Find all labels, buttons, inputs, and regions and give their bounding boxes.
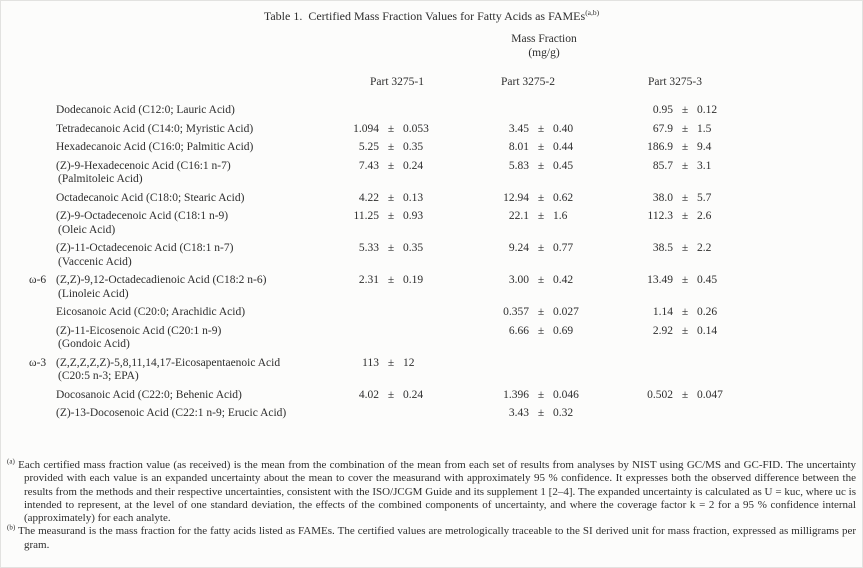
part3-uncertainty: 0.26 <box>697 306 718 318</box>
column-header-part1: Part 3275-1 <box>370 76 424 88</box>
table-row <box>29 322 747 354</box>
mass-fraction-group-header <box>341 23 747 60</box>
analyte-name: (Z)-11-Eicosenoic Acid (C20:1 n-9) (Gondoic Acid) <box>56 324 222 350</box>
part3-value: 186.9 <box>647 141 673 153</box>
footnote-b-text: The measurand is the mass fraction for the fatty acids listed as FAMEs. The certified values are metrologically traceable to the SI derived unit for mass fraction, expressed as milligrams per gram. <box>18 525 856 551</box>
part2-value: 12.94 <box>503 191 529 204</box>
part2-plusminus: ± <box>537 324 545 337</box>
part2-uncertainty: 0.32 <box>553 407 574 419</box>
part2-plusminus: ± <box>537 388 545 401</box>
part1-uncertainty: 0.19 <box>403 274 424 286</box>
part1-plusminus: ± <box>387 159 395 172</box>
part1-plusminus: ± <box>387 388 395 401</box>
unit-label: (mg/g) <box>528 46 560 59</box>
analyte-name: Hexadecanoic Acid (C16:0; Palmitic Acid) <box>56 141 254 153</box>
part3-uncertainty: 0.12 <box>697 104 718 116</box>
footnote-a-marker: (a) <box>7 457 15 466</box>
part3-plusminus: ± <box>681 191 689 204</box>
part2-value <box>453 102 529 121</box>
part2-plusminus <box>529 102 553 121</box>
part1-value: 4.22 <box>358 191 379 204</box>
part3-plusminus: ± <box>681 141 689 153</box>
part2-plusminus: ± <box>537 306 545 318</box>
table-row <box>29 139 747 158</box>
part1-plusminus <box>379 304 403 323</box>
part3-uncertainty <box>697 405 747 424</box>
part2-value: 0.357 <box>503 306 529 318</box>
analyte-name: Tetradecanoic Acid (C14:0; Myristic Acid) <box>56 122 254 135</box>
table-row <box>29 272 747 304</box>
part1-plusminus <box>379 322 403 354</box>
table-row <box>29 120 747 139</box>
analyte-name: (Z)-13-Docosenoic Acid (C22:1 n-9; Erucic Acid) <box>56 407 287 419</box>
part2-uncertainty: 0.046 <box>553 388 579 401</box>
part3-uncertainty: 2.2 <box>697 242 712 254</box>
column-header-part3: Part 3275-3 <box>648 76 702 88</box>
part2-uncertainty: 0.027 <box>553 306 579 318</box>
part3-uncertainty: 0.047 <box>697 388 723 401</box>
part1-plusminus: ± <box>387 242 395 254</box>
part3-uncertainty: 9.4 <box>697 141 712 153</box>
part2-uncertainty: 0.69 <box>553 324 574 337</box>
part1-value: 5.33 <box>358 242 379 254</box>
mass-fraction-table <box>29 23 747 423</box>
part3-value <box>603 405 673 424</box>
part1-plusminus <box>379 405 403 424</box>
omega-class-label <box>29 322 56 354</box>
table-row <box>29 208 747 240</box>
part2-plusminus: ± <box>537 407 545 419</box>
part1-value <box>341 304 379 323</box>
analyte-name: Eicosanoic Acid (C20:0; Arachidic Acid) <box>56 306 246 318</box>
analyte-name: Docosanoic Acid (C22:0; Behenic Acid) <box>56 388 242 401</box>
part1-uncertainty: 0.35 <box>403 242 424 254</box>
part1-value: 5.25 <box>358 141 379 153</box>
part3-plusminus: ± <box>681 324 689 337</box>
table-row <box>29 189 747 208</box>
table-row <box>29 386 747 405</box>
part2-value: 9.24 <box>508 242 529 254</box>
part3-value: 0.95 <box>652 104 673 116</box>
part1-uncertainty: 0.053 <box>403 122 429 135</box>
part1-value <box>341 322 379 354</box>
omega-class-label <box>29 304 56 323</box>
part3-plusminus <box>673 405 697 424</box>
part1-uncertainty <box>403 322 453 354</box>
part3-uncertainty: 0.14 <box>697 324 718 337</box>
table-title-text: Table 1. Certified Mass Fraction Values for Fatty Acids as FAMEs <box>263 9 586 23</box>
part1-value: 2.31 <box>358 274 379 286</box>
part2-uncertainty: 0.62 <box>553 191 574 204</box>
part2-plusminus: ± <box>537 274 545 286</box>
table-row <box>29 354 747 386</box>
part1-value <box>341 102 379 121</box>
part2-uncertainty: 0.42 <box>553 274 574 286</box>
part3-plusminus: ± <box>681 122 689 135</box>
part1-plusminus: ± <box>387 274 395 286</box>
part1-plusminus <box>379 102 403 121</box>
part3-value: 38.5 <box>652 242 673 254</box>
table-title-footnote-marker: (a,b) <box>585 8 600 17</box>
part2-value: 6.66 <box>508 324 529 337</box>
part1-plusminus: ± <box>387 356 395 369</box>
part3-uncertainty: 3.1 <box>697 159 712 172</box>
part2-uncertainty: 0.77 <box>553 242 574 254</box>
part1-plusminus: ± <box>387 210 395 222</box>
analyte-name: (Z)-11-Octadecenoic Acid (C18:1 n-7) (Vaccenic Acid) <box>56 242 234 268</box>
part1-uncertainty <box>403 405 453 424</box>
omega-class-label: ω-6 <box>29 274 47 286</box>
omega-class-label <box>29 208 56 240</box>
part3-uncertainty: 5.7 <box>697 191 712 204</box>
part2-plusminus: ± <box>537 191 545 204</box>
table-row <box>29 304 747 323</box>
part3-value <box>603 354 673 386</box>
part3-value: 67.9 <box>652 122 673 135</box>
part3-value: 85.7 <box>652 159 673 172</box>
omega-class-label <box>29 157 56 189</box>
part3-plusminus: ± <box>681 159 689 172</box>
part1-uncertainty: 12 <box>403 356 415 369</box>
part3-value: 1.14 <box>652 306 673 318</box>
part2-value: 3.00 <box>508 274 529 286</box>
part1-uncertainty: 0.93 <box>403 210 424 222</box>
part1-plusminus: ± <box>387 122 395 135</box>
part2-plusminus: ± <box>537 159 545 172</box>
part2-value: 1.396 <box>503 388 529 401</box>
part2-uncertainty: 0.45 <box>553 159 574 172</box>
table-row <box>29 102 747 121</box>
part1-plusminus: ± <box>387 191 395 204</box>
part2-uncertainty: 0.44 <box>553 141 574 153</box>
mass-fraction-label: Mass Fraction <box>511 33 577 45</box>
omega-class-label <box>29 405 56 424</box>
part3-value: 38.0 <box>652 191 673 204</box>
part3-value: 0.502 <box>647 388 673 401</box>
omega-class-label <box>29 189 56 208</box>
part3-uncertainty: 2.6 <box>697 210 712 222</box>
part3-uncertainty: 1.5 <box>697 122 712 135</box>
omega-class-label <box>29 139 56 158</box>
analyte-name: (Z,Z,Z,Z,Z)-5,8,11,14,17-Eicosapentaenoic Acid (C20:5 n-3; EPA) <box>56 356 281 382</box>
table-title <box>1 9 862 23</box>
part3-value: 2.92 <box>652 324 673 337</box>
part1-value: 7.43 <box>358 159 379 172</box>
part3-uncertainty: 0.45 <box>697 274 718 286</box>
footnote-a <box>7 459 856 525</box>
part3-uncertainty <box>697 354 747 386</box>
omega-class-label <box>29 386 56 405</box>
part1-uncertainty: 0.24 <box>403 159 424 172</box>
part2-plusminus: ± <box>537 210 545 222</box>
part3-plusminus: ± <box>681 242 689 254</box>
part2-plusminus <box>529 354 553 386</box>
part3-value: 112.3 <box>647 210 673 222</box>
footnote-b <box>7 525 856 552</box>
omega-class-label: ω-3 <box>29 356 47 369</box>
analyte-name: Dodecanoic Acid (C12:0; Lauric Acid) <box>56 104 235 116</box>
omega-class-label <box>29 102 56 121</box>
omega-class-label <box>29 120 56 139</box>
part2-plusminus: ± <box>537 122 545 135</box>
part1-plusminus: ± <box>387 141 395 153</box>
group-header-row <box>29 23 747 60</box>
footnote-a-text: Each certified mass fraction value (as received) is the mean from the combination of the mean from each set of results from analyses by NIST using GC/MS and GC-FID. The uncertainty provided with each value is an expanded uncertainty about the mean to cover the measurand with approximately 95 % confidence. It expresses both the observed difference between the results from the methods and their respective uncertainties, consistent with the ISO/JCGM Guide and its supplement 1 [2–4]. The expanded uncertainty is calculated as U = kuc, where uc is intended to represent, at the level of one standard deviation, the effects of the combined components of uncertainty, and where the coverage factor k = 2 for a 95 % confidence internal (approximately) for each analyte. <box>18 459 857 525</box>
part3-plusminus: ± <box>681 210 689 222</box>
footnote-b-marker: (b) <box>7 523 16 532</box>
column-header-row <box>29 60 747 102</box>
part1-uncertainty: 0.35 <box>403 141 424 153</box>
part3-plusminus: ± <box>681 104 689 116</box>
analyte-name: (Z,Z)-9,12-Octadecadienoic Acid (C18:2 n-6) (Linoleic Acid) <box>56 274 267 300</box>
footnotes <box>7 459 856 552</box>
part3-plusminus: ± <box>681 388 689 401</box>
part1-uncertainty: 0.24 <box>403 388 424 401</box>
part1-value: 1.094 <box>353 122 379 135</box>
part1-value: 4.02 <box>358 388 379 401</box>
analyte-name: Octadecanoic Acid (C18:0; Stearic Acid) <box>56 191 245 204</box>
part2-value <box>453 354 529 386</box>
part2-value: 5.83 <box>508 159 529 172</box>
part1-uncertainty <box>403 304 453 323</box>
analyte-name: (Z)-9-Hexadecenoic Acid (C16:1 n-7) (Palmitoleic Acid) <box>56 159 231 185</box>
part2-plusminus: ± <box>537 242 545 254</box>
part2-uncertainty: 1.6 <box>553 210 568 222</box>
part1-value: 11.25 <box>353 210 379 222</box>
part2-value: 3.45 <box>508 122 529 135</box>
part3-plusminus: ± <box>681 274 689 286</box>
part2-uncertainty <box>553 354 603 386</box>
part3-plusminus: ± <box>681 306 689 318</box>
part1-value: 113 <box>362 356 379 369</box>
part2-value: 22.1 <box>508 210 529 222</box>
analyte-name: (Z)-9-Octadecenoic Acid (C18:1 n-9) (Oleic Acid) <box>56 210 229 236</box>
part2-value: 3.43 <box>508 407 529 419</box>
part1-uncertainty <box>403 102 453 121</box>
part2-uncertainty <box>553 102 603 121</box>
column-header-part2: Part 3275-2 <box>501 76 555 88</box>
part2-plusminus: ± <box>537 141 545 153</box>
part1-uncertainty: 0.13 <box>403 191 424 204</box>
part3-plusminus <box>673 354 697 386</box>
table-row <box>29 157 747 189</box>
part2-uncertainty: 0.40 <box>553 122 574 135</box>
part1-value <box>341 405 379 424</box>
table-row <box>29 240 747 272</box>
omega-class-label <box>29 240 56 272</box>
part2-value: 8.01 <box>508 141 529 153</box>
table-row <box>29 405 747 424</box>
part3-value: 13.49 <box>647 274 673 286</box>
